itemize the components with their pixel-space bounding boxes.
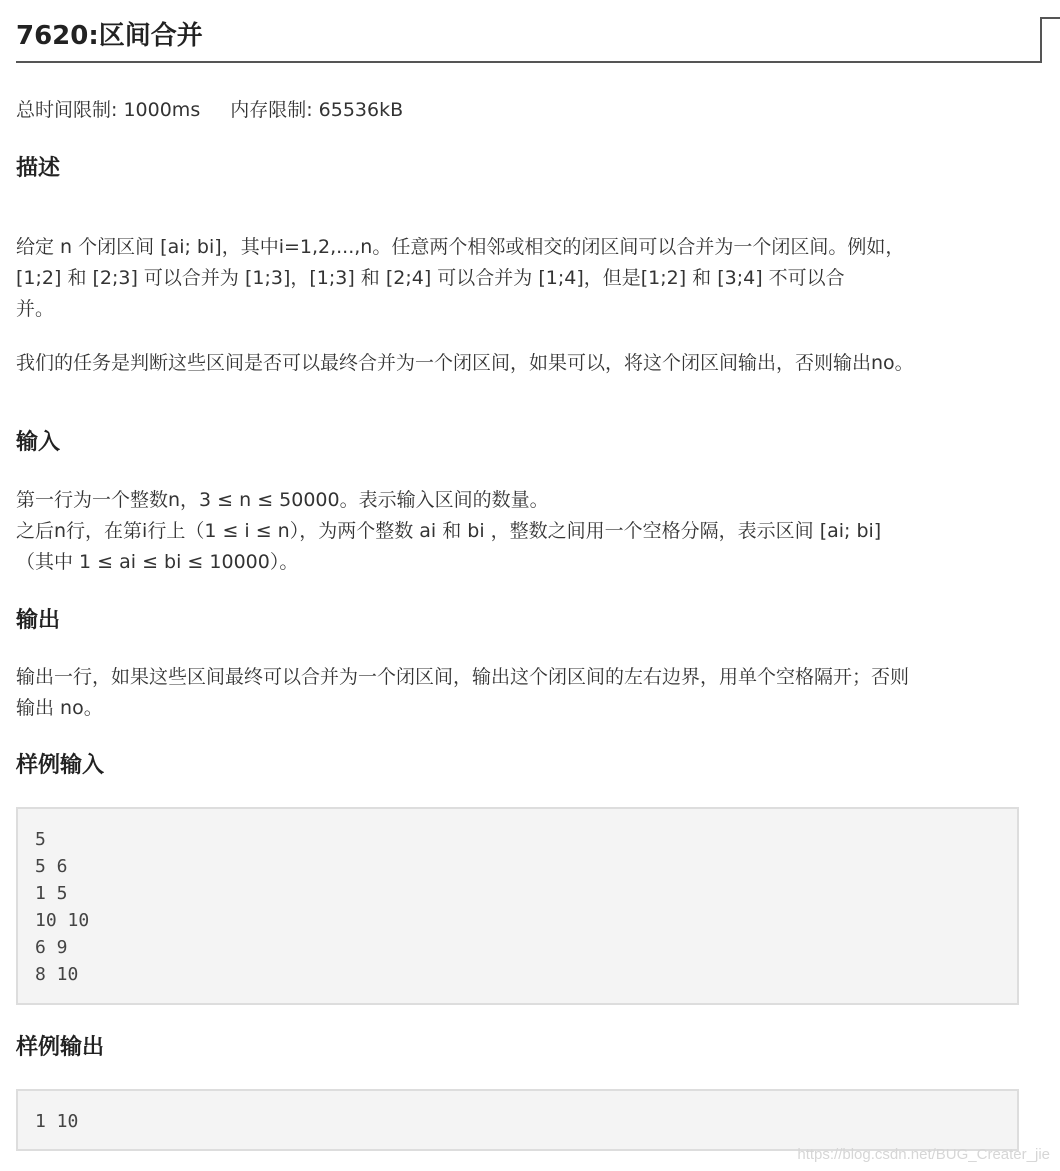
output-heading: 输出 [16,608,61,633]
sample-input-box [16,807,1019,1005]
time-limit-label: 总时间限制: [16,99,124,121]
title-divider [16,61,1042,63]
sample-output-heading: 样例输出 [16,1035,105,1060]
sample-output-box [16,1089,1019,1151]
input-line: （其中 1 ≤ ai ≤ bi ≤ 10000）。 [16,551,299,573]
sample-input-code: 5 5 6 1 5 10 10 6 9 8 10 [35,829,90,985]
sample-output-code: 1 10 [35,1111,79,1132]
description-task-line: 我们的任务是判断这些区间是否可以最终合并为一个闭区间，如果可以，将这个闭区间输出，否则输出no。 [16,352,914,374]
time-limit-value: 1000ms [123,99,201,121]
description-heading: 描述 [16,156,61,181]
description-line: [1;2] 和 [2;3] 可以合并为 [1;3]，[1;3] 和 [2;4] 可以合并为 [1;4]，但是[1;2] 和 [3;4] 不可以合 [16,267,845,289]
output-line: 输出一行，如果这些区间最终可以合并为一个闭区间，输出这个闭区间的左右边界，用单个空格隔开；否则 [16,666,910,688]
description-line: 并。 [16,298,55,320]
description-task-paragraph [16,348,1026,379]
description-paragraph [16,232,1026,325]
watermark: https://blog.csdn.net/BUG_Creater_jie [797,1146,1050,1163]
input-heading: 输入 [16,430,61,455]
problem-limits [16,97,403,123]
title-corner-decoration [1040,17,1060,62]
description-line: 给定 n 个闭区间 [ai; bi]，其中i=1,2,...,n。任意两个相邻或相交的闭区间可以合并为一个闭区间。例如， [16,236,905,258]
memory-limit-value: 65536kB [318,99,404,121]
output-line: 输出 no。 [16,697,103,719]
input-paragraph [16,485,1026,578]
input-line: 之后n行，在第i行上（1 ≤ i ≤ n），为两个整数 ai 和 bi ，整数之间用一个空格分隔，表示区间 [ai; bi] [16,520,882,542]
sample-input-heading: 样例输入 [16,753,105,778]
input-line: 第一行为一个整数n，3 ≤ n ≤ 50000。表示输入区间的数量。 [16,489,549,511]
memory-limit-label: 内存限制: [230,99,319,121]
problem-title: 7620:区间合并 [16,21,203,51]
output-paragraph [16,662,1026,724]
